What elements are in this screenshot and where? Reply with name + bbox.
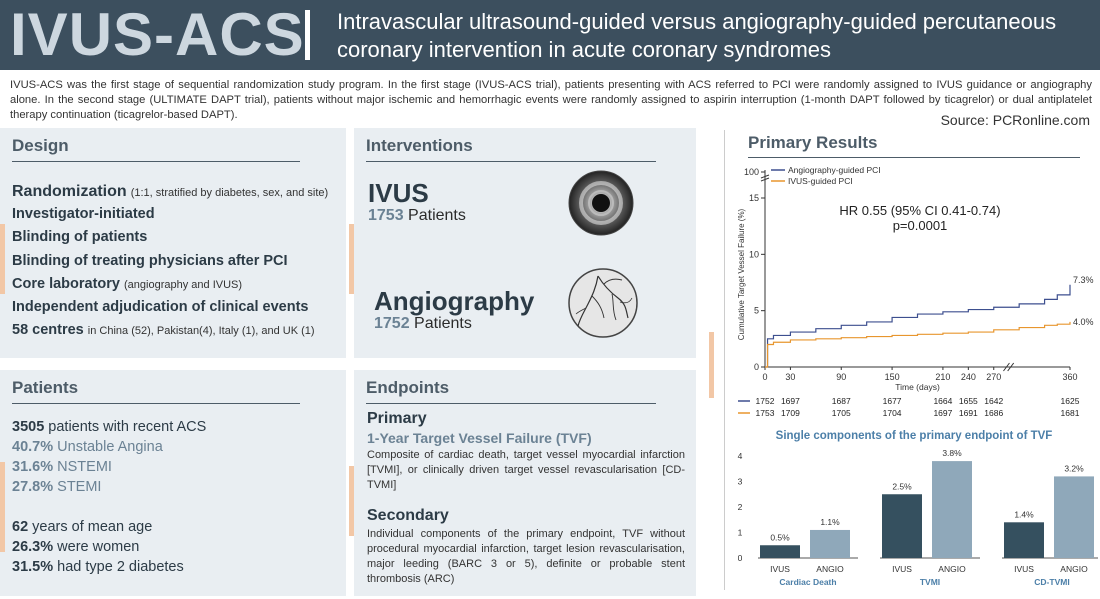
interventions-title-underline — [366, 161, 656, 162]
interventions-title: Interventions — [366, 136, 473, 155]
bar-group-label: Cardiac Death — [779, 577, 837, 587]
patient-stat-value: 40.7% — [12, 439, 54, 455]
km-x-tick-label: 150 — [884, 372, 900, 382]
interventions-panel — [354, 128, 696, 358]
source-link[interactable]: Source: PCRonline.com — [940, 112, 1090, 128]
design-item-note: (1:1, stratified by diabetes, sex, and site) — [130, 187, 329, 199]
bar-category-label: IVUS — [1014, 564, 1034, 574]
patients-accent — [0, 462, 5, 552]
bar-ivus — [882, 494, 922, 558]
patient-stat — [12, 537, 206, 557]
ivus-count: 1753 — [368, 207, 404, 224]
patients-title-underline — [12, 403, 300, 404]
design-item-note: (angiography and IVUS) — [124, 278, 243, 291]
design-item-main: Investigator-initiated — [12, 206, 155, 223]
km-x-tick-label: 270 — [986, 372, 1002, 382]
intro-text: IVUS-ACS was the first stage of sequential randomization study program. In the first stage (IVUS-ACS trial), patients presenting with ACS referred to PCI were randomly assigned to IVUS guidance or angiography alone. In the second stage (ULTIMATE DAPT trial), patients without major ischemic and hemorrhagic events were randomly assigned to aspirin interruption (1-month DAPT followed by ticagrelor) or dual antiplatelet therapy continuation (ticagrelor-based DAPT). — [10, 79, 1092, 121]
bar-ivus — [1004, 522, 1044, 558]
km-y-tick-label: 10 — [748, 249, 759, 260]
at-risk-value: 1752 — [755, 396, 775, 406]
km-chart — [730, 160, 1098, 422]
design-title-underline — [12, 161, 300, 162]
patient-stat-value: 27.8% — [12, 479, 54, 495]
design-item-main: Independent adjudication of clinical events — [12, 298, 309, 315]
km-x-label: Time (days) — [895, 382, 940, 392]
km-x-tick-label: 210 — [935, 372, 951, 382]
at-risk-value: 1753 — [755, 408, 775, 418]
header-banner — [0, 0, 1100, 70]
at-risk-value: 1664 — [933, 396, 953, 406]
design-panel — [0, 128, 346, 358]
bar-ivus — [760, 545, 800, 558]
bar-value-label: 1.1% — [820, 516, 840, 527]
patient-stat-text: NSTEMI — [57, 459, 112, 475]
bar-value-label: 1.4% — [1014, 509, 1034, 520]
km-x-tick-label: 0 — [762, 372, 768, 382]
at-risk-value: 1691 — [958, 408, 978, 418]
km-y-tick-label: 5 — [753, 305, 759, 316]
patient-stat-value: 3505 — [12, 419, 45, 435]
at-risk-value: 1705 — [831, 408, 851, 418]
patient-stat — [12, 477, 206, 497]
design-item — [12, 296, 352, 319]
km-series-line — [765, 322, 1070, 367]
km-series-end-label: 4.0% — [1073, 316, 1094, 327]
header-divider — [305, 10, 310, 60]
at-risk-value: 1687 — [831, 396, 851, 406]
patient-stat — [12, 457, 206, 477]
km-x-tick-label: 360 — [1062, 372, 1078, 382]
patient-stat-value: 26.3% — [12, 539, 54, 555]
km-y-tick-label: 100 — [743, 167, 759, 177]
patient-stat-text: years of mean age — [32, 519, 153, 535]
hazard-ratio: HR 0.55 (95% CI 0.41-0.74) — [839, 203, 1001, 218]
km-x-tick-label: 90 — [836, 372, 847, 382]
at-risk-value: 1655 — [958, 396, 978, 406]
trial-acronym: IVUS-ACS — [10, 1, 305, 68]
bar-angio — [932, 461, 972, 558]
at-risk-value: 1625 — [1060, 396, 1080, 406]
km-y-label: Cumulative Target Vessel Failure (%) — [737, 208, 746, 341]
endpoints-title: Endpoints — [366, 378, 450, 397]
design-item — [12, 203, 352, 226]
results-accent — [709, 332, 714, 398]
at-risk-value: 1677 — [882, 396, 902, 406]
km-x-tick-label: 240 — [960, 372, 976, 382]
patients-list — [12, 417, 206, 577]
ivus-label: IVUS — [368, 178, 429, 208]
bar-value-label: 3.8% — [942, 448, 962, 459]
primary-endpoint-text: Composite of cardiac death, target vessel myocardial infarction [TVMI], or clinically driven target vessel revascularisation [CD-TVMI] — [367, 449, 685, 491]
endpoints-accent — [349, 466, 354, 536]
patient-stat-text: Unstable Angina — [57, 439, 163, 455]
at-risk-value: 1686 — [984, 408, 1004, 418]
design-list — [12, 180, 352, 342]
bar-y-tick-label: 3 — [737, 476, 743, 487]
patient-stat-text: STEMI — [57, 479, 102, 495]
at-risk-value: 1709 — [780, 408, 800, 418]
bar-category-label: IVUS — [770, 564, 790, 574]
primary-endpoint-label: Primary — [367, 410, 427, 427]
patients-title: Patients — [12, 378, 79, 397]
results-title-underline — [748, 157, 1080, 158]
design-title: Design — [12, 136, 69, 155]
patient-stat-text: had type 2 diabetes — [57, 559, 184, 575]
at-risk-value: 1642 — [984, 396, 1004, 406]
patient-stat — [12, 557, 206, 577]
km-series-end-label: 7.3% — [1073, 274, 1094, 285]
angiography-label: Angiography — [374, 286, 535, 316]
bar-value-label: 2.5% — [892, 481, 912, 492]
design-item — [12, 226, 352, 249]
results-divider — [724, 130, 725, 590]
angiography-image — [568, 268, 638, 338]
angio-patients — [374, 315, 534, 333]
design-item-main: 58 centres — [12, 322, 84, 339]
bar-category-label: IVUS — [892, 564, 912, 574]
secondary-endpoint-label: Secondary — [367, 507, 449, 524]
design-item-main: Blinding of treating physicians after PCI — [12, 252, 288, 269]
bar-angio — [810, 530, 850, 558]
design-item-main: Core laboratory — [12, 275, 120, 292]
km-legend-label: Angiography-guided PCI — [788, 165, 881, 175]
bar-y-tick-label: 4 — [737, 451, 743, 461]
at-risk-value: 1697 — [933, 408, 953, 418]
patient-stat-value: 62 — [12, 519, 29, 535]
endpoints-title-underline — [366, 403, 656, 404]
results-title: Primary Results — [748, 133, 878, 152]
bar-group-label: TVMI — [919, 577, 941, 587]
design-item — [12, 319, 352, 342]
angio-unit: Patients — [414, 315, 472, 332]
at-risk-value: 1681 — [1060, 408, 1080, 418]
patients-panel — [0, 370, 346, 596]
bar-angio — [1054, 476, 1094, 558]
design-item-main: Randomization — [12, 183, 127, 200]
design-accent — [0, 224, 5, 294]
patient-stat — [12, 417, 206, 437]
design-item — [12, 180, 352, 203]
at-risk-value: 1704 — [882, 408, 902, 418]
km-y-tick-label: 0 — [753, 362, 759, 372]
ivus-unit: Patients — [408, 207, 466, 224]
patient-stat-value: 31.6% — [12, 459, 54, 475]
p-value: p=0.0001 — [892, 218, 948, 233]
design-item — [12, 273, 352, 296]
bar-chart-title: Single components of the primary endpoint of TVF — [775, 430, 1053, 442]
bar-category-label: ANGIO — [1060, 564, 1088, 574]
design-item-note: in China (52), Pakistan(4), Italy (1), and UK (1) — [87, 325, 315, 338]
bar-y-tick-label: 0 — [737, 553, 743, 563]
bar-category-label: ANGIO — [938, 564, 966, 574]
at-risk-value: 1697 — [780, 396, 800, 406]
angio-count: 1752 — [374, 315, 410, 332]
secondary-endpoint-text: Individual components of the primary endpoint, TVF without procedural myocardial infarction, target lesion revascularisation, major leeding (BARC 3 or 5), definite or probable stent thrombosis (ARC) — [367, 528, 685, 585]
km-legend-label: IVUS-guided PCI — [788, 176, 853, 186]
patient-stat-text: patients with recent ACS — [48, 419, 207, 435]
bar-category-label: ANGIO — [816, 564, 844, 574]
bar-y-tick-label: 1 — [737, 527, 743, 538]
endpoints-panel — [354, 370, 696, 596]
km-y-tick-label: 15 — [748, 193, 759, 203]
primary-endpoint-name: 1-Year Target Vessel Failure (TVF) — [367, 430, 592, 446]
design-item-main: Blinding of patients — [12, 229, 148, 246]
km-series-line — [765, 285, 1070, 367]
interventions-accent — [349, 224, 354, 294]
bar-group-label: CD-TVMI — [1034, 577, 1070, 587]
km-x-tick-label: 30 — [785, 372, 796, 382]
bar-y-tick-label: 2 — [737, 502, 743, 512]
patient-stat-text: were women — [57, 539, 140, 555]
patient-stat — [12, 437, 206, 457]
design-item — [12, 250, 352, 273]
bar-value-label: 3.2% — [1064, 463, 1084, 474]
trial-title: Intravascular ultrasound-guided versus angiography-guided percutaneous coronary intervention in acute coronary syndromes — [337, 9, 1057, 62]
bar-value-label: 0.5% — [770, 532, 790, 543]
patient-stat — [12, 517, 206, 537]
bar-chart — [730, 446, 1098, 596]
ivus-patients — [368, 207, 466, 225]
patient-stat-value: 31.5% — [12, 559, 54, 575]
ivus-image — [568, 170, 634, 236]
